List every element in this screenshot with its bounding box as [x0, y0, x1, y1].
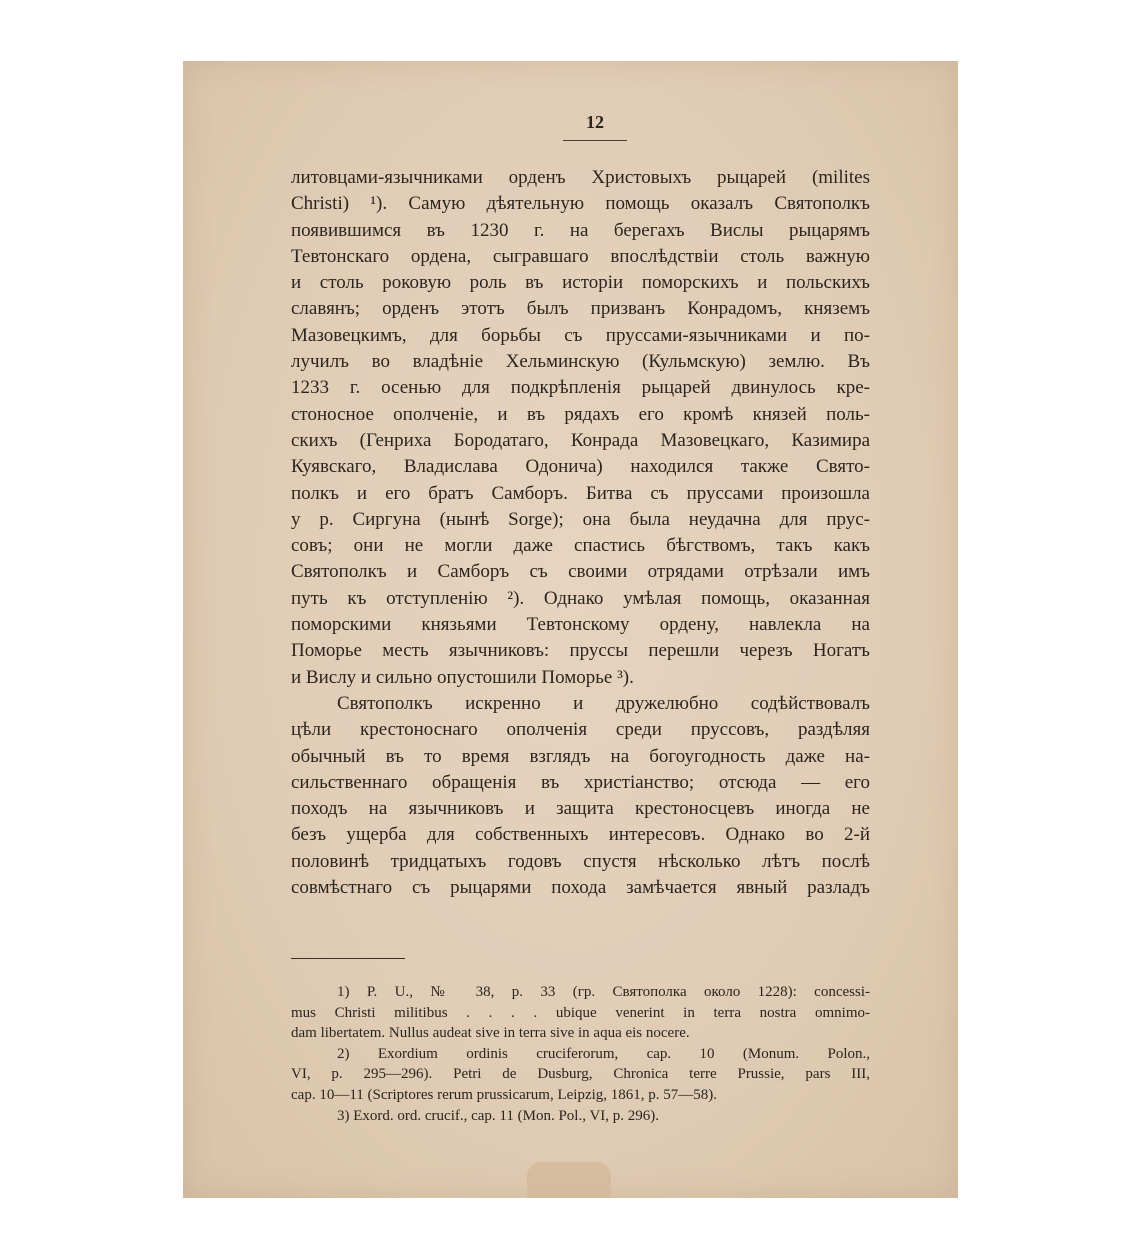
body-line: Поморье месть язычниковъ: пруссы перешли черезъ Ногатъ	[291, 640, 870, 662]
body-line: скихъ (Генриха Бородатаго, Конрада Мазовецкаго, Казимира	[291, 429, 870, 451]
body-line: Тевтонскаго ордена, сыгравшаго впослѣдствіи столь важную	[291, 245, 870, 267]
body-line: обычный въ то время взглядъ на богоугодность даже на-	[291, 745, 870, 767]
body-line: путь къ отступленію ²). Однако умѣлая помощь, оказанная	[291, 587, 870, 609]
footnote-1-line: 1) P. U., № 38, p. 33 (гр. Святополка около 1228): concessi-	[337, 984, 870, 1000]
footnote-3-line: 3) Exord. ord. crucif., cap. 11 (Mon. Pol., VI, p. 296).	[337, 1107, 660, 1124]
body-text	[291, 165, 870, 901]
footnote-rule	[291, 958, 405, 959]
body-line: цѣли крестоноснаго ополченія среди пруссовъ, раздѣляя	[291, 719, 870, 741]
body-line: половинѣ тридцатыхъ годовъ спустя нѣсколько лѣтъ послѣ	[291, 850, 870, 872]
body-line: лучилъ во владѣніе Хельминскую (Кульмскую) землю. Въ	[291, 351, 870, 373]
footnotes	[291, 982, 870, 1126]
footnote-1-line: mus Christi militibus . . . . ubique venerint in terra nostra omnimo-	[291, 1004, 870, 1021]
page-number: 12	[586, 112, 604, 132]
footnote-2-line: VI, p. 295—296). Petri de Dusburg, Chronica terre Prussie, pars III,	[291, 1066, 870, 1083]
body-line: Куявскаго, Владислава Одонича) находился также Свято-	[291, 456, 870, 478]
body-line: совъ; они не могли даже спастись бѣгствомъ, такъ какъ	[291, 535, 870, 557]
paragraph-end-line: и Вислу и сильно опустошили Поморье ³).	[291, 666, 634, 688]
body-line: литовцами-язычниками орденъ Христовыхъ рыцарей (milites	[291, 167, 870, 188]
body-line: Святополкъ и Самборъ съ своими отрядами отрѣзали имъ	[291, 561, 870, 583]
body-line: поморскими князьями Тевтонскому ордену, навлекла на	[291, 614, 870, 636]
paragraph-start-line: Святополкъ искренно и дружелюбно содѣйствовалъ	[337, 692, 870, 714]
body-line: сильственнаго обращенія въ христіанство; отсюда — его	[291, 771, 870, 793]
footnote-1-line: dam libertatem. Nullus audeat sive in terra sive in aqua eis nocere.	[291, 1025, 690, 1042]
body-line: появившимся въ 1230 г. на берегахъ Вислы рыцарямъ	[291, 219, 870, 241]
body-line: Мазовецкимъ, для борьбы съ пруссами-язычниками и по-	[291, 324, 870, 346]
footnote-2-line: 2) Exordium ordinis cruciferorum, cap. 10 (Monum. Polon.,	[337, 1045, 870, 1062]
body-line: славянъ; орденъ этотъ былъ призванъ Конрадомъ, княземъ	[291, 298, 870, 320]
body-line: совмѣстнаго съ рыцарями похода замѣчается явный разладъ	[291, 877, 870, 899]
page-edge-wear-mark	[527, 1162, 611, 1198]
page-number-rule	[563, 140, 627, 141]
body-line: стоносное ополченіе, и въ рядахъ его кромѣ князей поль-	[291, 403, 870, 425]
body-line: и столь роковую роль въ исторіи поморскихъ и польскихъ	[291, 272, 870, 294]
body-line: безъ ущерба для собственныхъ интересовъ. Однако во 2-й	[291, 824, 870, 846]
body-line: Christi) ¹). Самую дѣятельную помощь оказалъ Святополкъ	[291, 193, 870, 215]
footnote-2-line: cap. 10—11 (Scriptores rerum prussicarum, Leipzig, 1861, p. 57—58).	[291, 1086, 718, 1103]
body-line: полкъ и его братъ Самборъ. Битва съ пруссами произошла	[291, 482, 870, 504]
body-line: у р. Сиргуна (нынѣ Sorge); она была неудачна для прус-	[291, 508, 870, 530]
body-line: походъ на язычниковъ и защита крестоносцевъ иногда не	[291, 798, 870, 820]
body-line: 1233 г. осенью для подкрѣпленія рыцарей двинулось кре-	[291, 377, 870, 399]
